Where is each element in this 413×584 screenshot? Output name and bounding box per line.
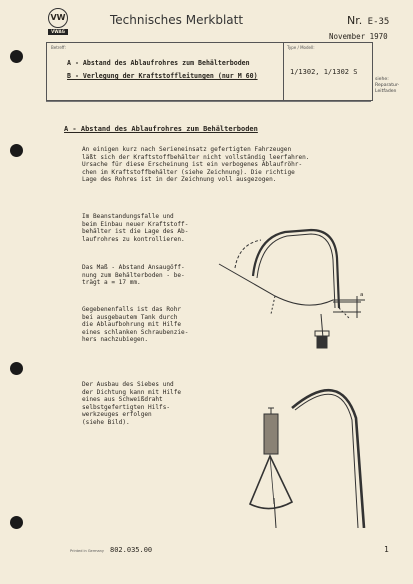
section-a-heading <box>64 125 258 133</box>
side-note <box>375 77 399 95</box>
header-rule <box>46 101 371 102</box>
document-date: November 1970 <box>329 32 388 41</box>
subject-line-a: A - Abstand des Ablaufrohres zum Behälterboden <box>67 59 250 67</box>
box-divider <box>283 43 284 100</box>
bend-paragraph: Gegebenenfalls ist das Rohr bei ausgebautem Tank durch die Ablaufbohrung mit Hilfe eines schlanken Schraubenzie- hers nachzubiegen. <box>82 306 189 344</box>
measure-paragraph: Das Maß - Abstand Ansaugöff- nung zum Behälterboden - be- trägt a = 17 mm. <box>82 264 185 287</box>
side-note-line: Leitfaden <box>375 89 397 94</box>
intro-paragraph: An einigen kurz nach Serieneinsatz gefertigten Fahrzeugen läßt sich der Kraftstoffbehälter nicht vollständig leerfahren. Ursache für diese Erscheinung ist ein verbogenes Ablaufröhr- chen im Kraftstoffbehälter (siehe Zeichnung). Die richtige Lage des Rohres ist in der Zeichnung voll ausgezogen. <box>82 146 310 184</box>
page-number: 1 <box>384 545 389 554</box>
logo-mark: VW <box>48 8 68 28</box>
removal-paragraph: Der Ausbau des Siebes und der Dichtung kann mit Hilfe eines aus Schweißdraht selbstgefertigten Hilfs- werkzeuges erfolgen (siehe Bild). <box>82 381 182 426</box>
check-paragraph: Im Beanstandungsfalle und beim Einbau neuer Kraftstoff- behälter ist die Lage des Ab- laufrohres zu kontrollieren. <box>82 213 189 243</box>
punch-hole <box>10 50 23 63</box>
punch-hole <box>10 516 23 529</box>
side-note-line: siehe: <box>375 77 389 82</box>
drain-pipe-drawing <box>215 218 375 358</box>
vw-logo <box>48 8 68 34</box>
footer-code: 802.035.00 <box>110 546 153 554</box>
document-title: Technisches Merkblatt <box>110 13 244 27</box>
side-note-line: Reparatur- <box>375 83 400 88</box>
dimension-label: a <box>360 292 364 298</box>
subject-line-b-text: B - Verlegung der Kraftstoffleitungen (nur M 60) <box>67 72 258 80</box>
info-box <box>46 42 373 101</box>
logo-sub: VWAG <box>48 29 68 35</box>
subject-line-b <box>67 72 258 80</box>
document-number <box>347 14 389 27</box>
removal-tool-drawing <box>240 378 380 528</box>
betreff-label: Betreff: <box>51 45 66 50</box>
footer-printed: Printed in Germany <box>70 549 104 553</box>
nr-value: E-35 <box>367 17 390 27</box>
nr-label: Nr. <box>347 14 363 27</box>
punch-hole <box>10 362 23 375</box>
type-models: 1/1302, 1/1302 S <box>290 68 358 76</box>
punch-hole <box>10 144 23 157</box>
type-label: Type / Modell: <box>287 45 315 50</box>
section-a-heading-text: A - Abstand des Ablaufrohres zum Behälterboden <box>64 125 258 133</box>
